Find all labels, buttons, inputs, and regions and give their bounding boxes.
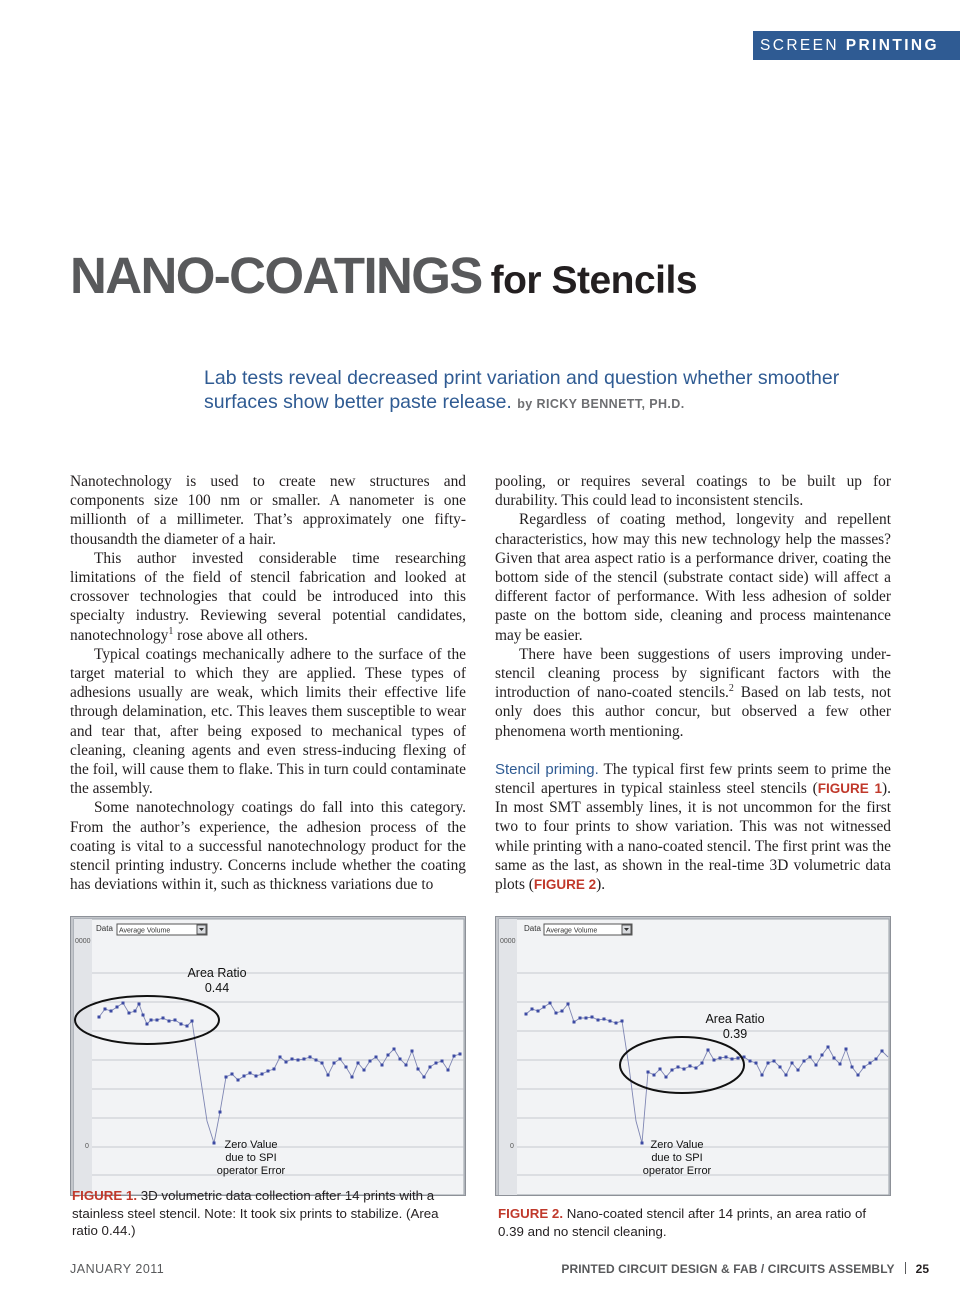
figure-2-label: FIGURE 2. bbox=[498, 1206, 564, 1221]
figure-1-photo bbox=[70, 916, 466, 1196]
paragraph: Regardless of coating method, longevity and repellent characteristics, how may this new technology help the masses? Given that area aspect ratio is a performance driver, coating the bottom side of the stencil (substrate contact side) will affect a different factor of performance. With less adhesion of solder paste on the bottom side, cleaning and process maintenance may be easier. bbox=[495, 511, 891, 644]
annotation-value: 0.39 bbox=[722, 1027, 748, 1041]
figure-1-ref: FIGURE 1 bbox=[817, 781, 883, 797]
figure-2-caption-text: Nano-coated stencil after 14 prints, an area ratio of 0.39 and no stencil cleaning. bbox=[498, 1206, 867, 1239]
article-deck bbox=[204, 366, 904, 416]
section-tag bbox=[753, 31, 960, 60]
footnote-ref: 2 bbox=[728, 683, 734, 695]
paragraph: There have been suggestions of users improving under-stencil cleaning process by significant factors with the introduction of nano-coated stencils.$^2$ Based on lab tests, not only does this author concur, but observed a few other phenomena worth mentioning. bbox=[495, 645, 892, 740]
figure-2-photo bbox=[495, 916, 891, 1196]
zero-note-line-1: Zero Value bbox=[224, 1139, 278, 1151]
figure-1-caption bbox=[72, 1187, 468, 1240]
title-main: NANO-COATINGS bbox=[70, 247, 482, 304]
data-dropdown-value: Average Volume bbox=[546, 927, 598, 935]
zero-note-line-2: due to SPI bbox=[651, 1152, 703, 1164]
byline: by RICKY BENNETT, PH.D. bbox=[517, 397, 685, 411]
publication-name: PRINTED CIRCUIT DESIGN & FAB / CIRCUITS ASSEMBLY bbox=[561, 1262, 895, 1276]
section-tag-bold: PRINTING bbox=[845, 37, 939, 54]
data-label: Data bbox=[524, 924, 541, 933]
annotation-value: 0.44 bbox=[204, 981, 230, 995]
deck-text: Lab tests reveal decreased print variation and question whether smoother surfaces show better paste release. bbox=[204, 367, 840, 413]
page-number: 25 bbox=[915, 1262, 929, 1276]
figure-1-caption-text: 3D volumetric data collection after 14 prints with a stainless steel stencil. Note: It took six prints to stabilize. (Area ratio 0.44.) bbox=[72, 1188, 439, 1238]
annotation-title: Area Ratio bbox=[705, 1012, 765, 1026]
body-column-left bbox=[70, 472, 466, 894]
footer-divider bbox=[905, 1262, 906, 1274]
paragraph: Stencil priming. The typical first few prints seem to prime the stencil apertures in typical stainless steel stencils (FIGURE 1). In most SMT assembly lines, it is not uncommon for the first two to four prints to show variation. This was not witnessed while printing with a nano-coated stencil. The first print was the same as the last, as shown in the real-time 3D volumetric data plots (FIGURE 2). bbox=[495, 760, 891, 894]
paragraph: Nanotechnology is used to create new structures and components size 100 nm or smaller. A nanometer is one millionth of a millimeter. That’s approximately one fifty-thousandth the diameter of a hair. bbox=[70, 473, 466, 548]
zero-note-line-1: Zero Value bbox=[650, 1139, 704, 1151]
footer-publication bbox=[561, 1262, 929, 1276]
data-dropdown-value: Average Volume bbox=[119, 927, 171, 935]
figure-2-ref: FIGURE 2 bbox=[533, 877, 597, 893]
footnote-ref: 1 bbox=[168, 625, 174, 637]
figure-1-screen bbox=[71, 917, 466, 1196]
paragraph: Some nanotechnology coatings do fall into this category. From the author’s experience, the adhesion process of the coating is vital to a successful nanotechnology product for the stencil printing industry. Concerns include whether the coating has deviations within it, such as thickness variations due to bbox=[70, 799, 466, 894]
title-sub: for Stencils bbox=[490, 259, 698, 302]
zero-note-line-3: operator Error bbox=[216, 1165, 286, 1177]
y-tick-top: 0000 bbox=[75, 938, 91, 945]
figure-2-caption bbox=[498, 1205, 894, 1240]
zero-note-line-2: due to SPI bbox=[225, 1152, 277, 1164]
section-tag-light: SCREEN bbox=[760, 37, 839, 54]
data-label: Data bbox=[96, 924, 113, 933]
footer-date: JANUARY 2011 bbox=[70, 1262, 165, 1276]
paragraph: pooling, or requires several coatings to be built up for durability. This could lead to inconsistent stencils. bbox=[495, 473, 891, 510]
y-tick-zero: 0 bbox=[510, 1143, 514, 1150]
body-column-right bbox=[495, 472, 891, 894]
paragraph: This author invested considerable time researching limitations of the field of stencil fabrication and looked at crossover technologies that could be introduced into this specialty industry. Reviewing several potential candidates, nanotechnology$^1$ rose above all others. bbox=[70, 549, 466, 644]
y-tick-zero: 0 bbox=[85, 1143, 89, 1150]
zero-note-line-3: operator Error bbox=[642, 1165, 712, 1177]
figure-1-label: FIGURE 1. bbox=[72, 1188, 138, 1203]
article-title bbox=[70, 246, 697, 305]
subhead-stencil-priming: Stencil priming. bbox=[495, 760, 599, 778]
y-tick-top: 0000 bbox=[500, 938, 516, 945]
paragraph: Typical coatings mechanically adhere to the surface of the target material to which they are applied. These types of adhesions usually are weak, which limits their effective life through delamination, etc. This leaves them susceptible to wear and tear that, after being exposed to mechanical types of cleaning, cleaning agents and even stress-inducing flexing of the foil, will cause them to flake. This in turn could contaminate the assembly. bbox=[70, 645, 466, 798]
annotation-title: Area Ratio bbox=[187, 966, 247, 980]
figure-2-screen bbox=[496, 917, 891, 1196]
